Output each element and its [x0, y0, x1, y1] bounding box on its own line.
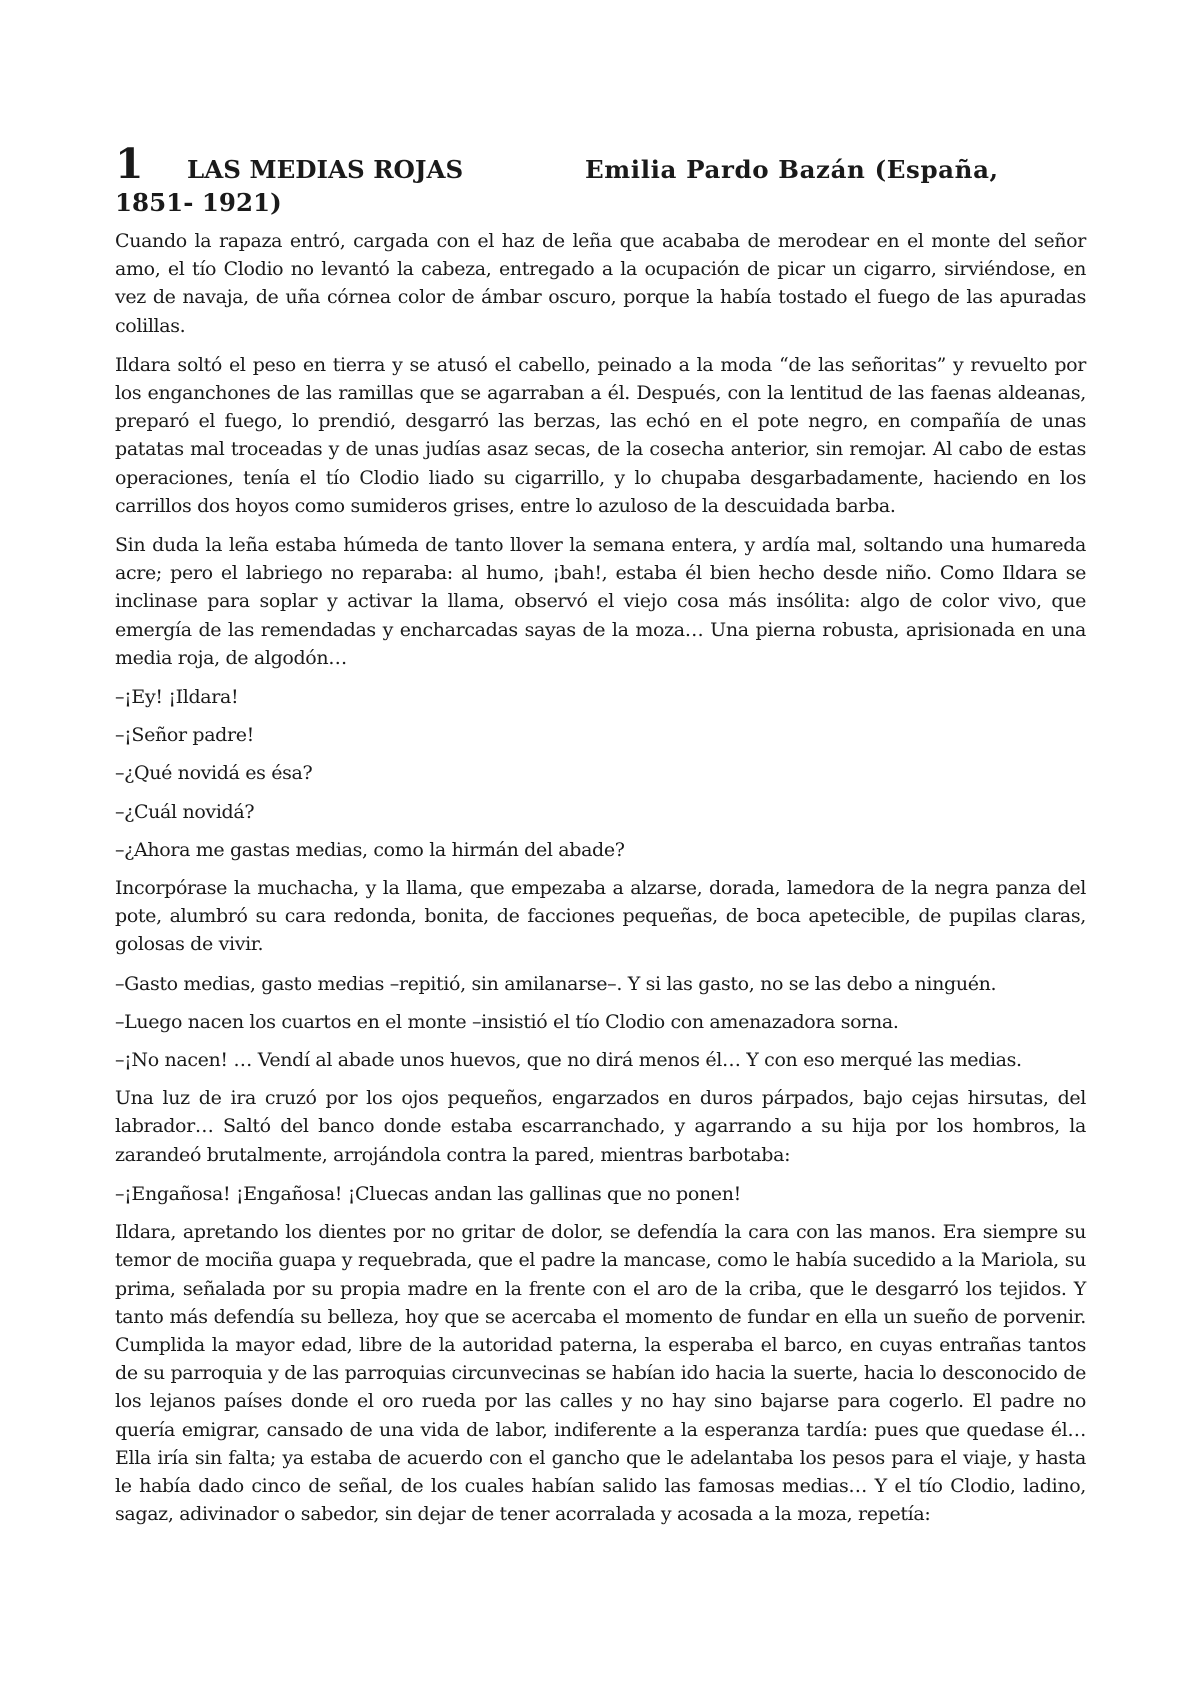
story-heading — [115, 140, 1086, 219]
dialogue-line: –¿Qué novidá es ésa? — [115, 762, 313, 785]
dialogue-line: –¡Ey! ¡Ildara! — [115, 686, 239, 709]
dialogue-line: –¡Engañosa! ¡Engañosa! ¡Cluecas andan las gallinas que no ponen! — [115, 1182, 741, 1205]
paragraph: Ildara, apretando los dientes por no gritar de dolor, se defendía la cara con las manos. Era siempre su temor de mociña guapa y requebrada, que el padre la mancase, como le había sucedido a la Mariola, su prima, señalada por su propia madre en la frente con el aro de la criba, que le desgarró los tejidos. Y tanto más defendía su belleza, hoy que se acercaba el momento de fundar en ella un sueño de porvenir. Cumplida la mayor edad, libre de la autoridad paterna, la esperaba el barco, en cuyas entrañas tantos de su parroquia y de las parroquias circunvecinas se habían ido hacia la suerte, hacia lo desconocido de los lejanos países donde el oro rueda por las calles y no hay sino bajarse para cogerlo. El padre no quería emigrar, cansado de una vida de labor, indiferente a la esperanza tardía: pues que quedase él… Ella iría sin falta; ya estaba de acuerdo con el gancho que le adelantaba los pesos para el viaje, y hasta le había dado cinco de señal, de los cuales habían salido las famosas medias… Y el tío Clodio, ladino, sagaz, adivinador o sabedor, sin dejar de tener acorralada y acosada a la moza, repetía: — [115, 1221, 1086, 1526]
story-title: LAS MEDIAS ROJAS — [187, 155, 464, 184]
dialogue-line: –¡Señor padre! — [115, 724, 254, 747]
dialogue-line: –Luego nacen los cuartos en el monte –insistió el tío Clodio con amenazadora sorna. — [115, 1010, 899, 1033]
paragraph: Ildara soltó el peso en tierra y se atusó el cabello, peinado a la moda “de las señoritas” y revuelto por los enganchones de las ramillas que se agarraban a él. Después, con la lentitud de las faenas aldeanas, preparó el fuego, lo prendió, desgarró las berzas, las echó en el pote negro, en compañía de unas patatas mal troceadas y de unas judías asaz secas, de la cosecha anterior, sin remojar. Al cabo de estas operaciones, tenía el tío Clodio liado su cigarrillo, y lo chupaba desgarbadamente, haciendo en los carrillos dos hoyos como sumideros grises, entre lo azuloso de la descuidada barba. — [115, 353, 1086, 517]
dialogue-line: –Gasto medias, gasto medias –repitió, sin amilanarse–. Y si las gasto, no se las debo a ninguén. — [115, 972, 997, 995]
author-dates: 1851- 1921) — [115, 188, 282, 217]
dialogue-line: –¿Cuál novidá? — [115, 800, 255, 823]
paragraph: Una luz de ira cruzó por los ojos pequeños, engarzados en duros párpados, bajo cejas hirsutas, del labrador… Saltó del banco donde estaba escarranchado, y agarrando a su hija por los hombros, la zarandeó brutalmente, arrojándola contra la pared, mientras barbotaba: — [115, 1087, 1086, 1166]
story-author: Emilia Pardo Bazán (España, — [585, 155, 999, 184]
dialogue-line: –¿Ahora me gastas medias, como la hirmán del abade? — [115, 838, 625, 861]
paragraph: Sin duda la leña estaba húmeda de tanto llover la semana entera, y ardía mal, soltando una humareda acre; pero el labriego no reparaba: al humo, ¡bah!, estaba él bien hecho desde niño. Como Ildara se inclinase para soplar y activar la llama, observó el viejo cosa más insólita: algo de color vivo, que emergía de las remendadas y encharcadas sayas de la moza… Una pierna robusta, aprisionada en una media roja, de algodón… — [115, 534, 1086, 669]
paragraph: Incorpórase la muchacha, y la llama, que empezaba a alzarse, dorada, lamedora de la negra panza del pote, alumbró su cara redonda, bonita, de facciones pequeñas, de boca apetecible, de pupilas claras, golosas de vivir. — [115, 877, 1086, 956]
story-number: 1 — [115, 140, 144, 188]
story-body — [115, 227, 1086, 1528]
paragraph: Cuando la rapaza entró, cargada con el haz de leña que acababa de merodear en el monte del señor amo, el tío Clodio no levantó la cabeza, entregado a la ocupación de picar un cigarro, sirviéndose, en vez de navaja, de uña córnea color de ámbar oscuro, porque la había tostado el fuego de las apuradas colillas. — [115, 230, 1086, 337]
dialogue-line: –¡No nacen! … Vendí al abade unos huevos, que no dirá menos él… Y con eso merqué las medias. — [115, 1049, 1022, 1072]
